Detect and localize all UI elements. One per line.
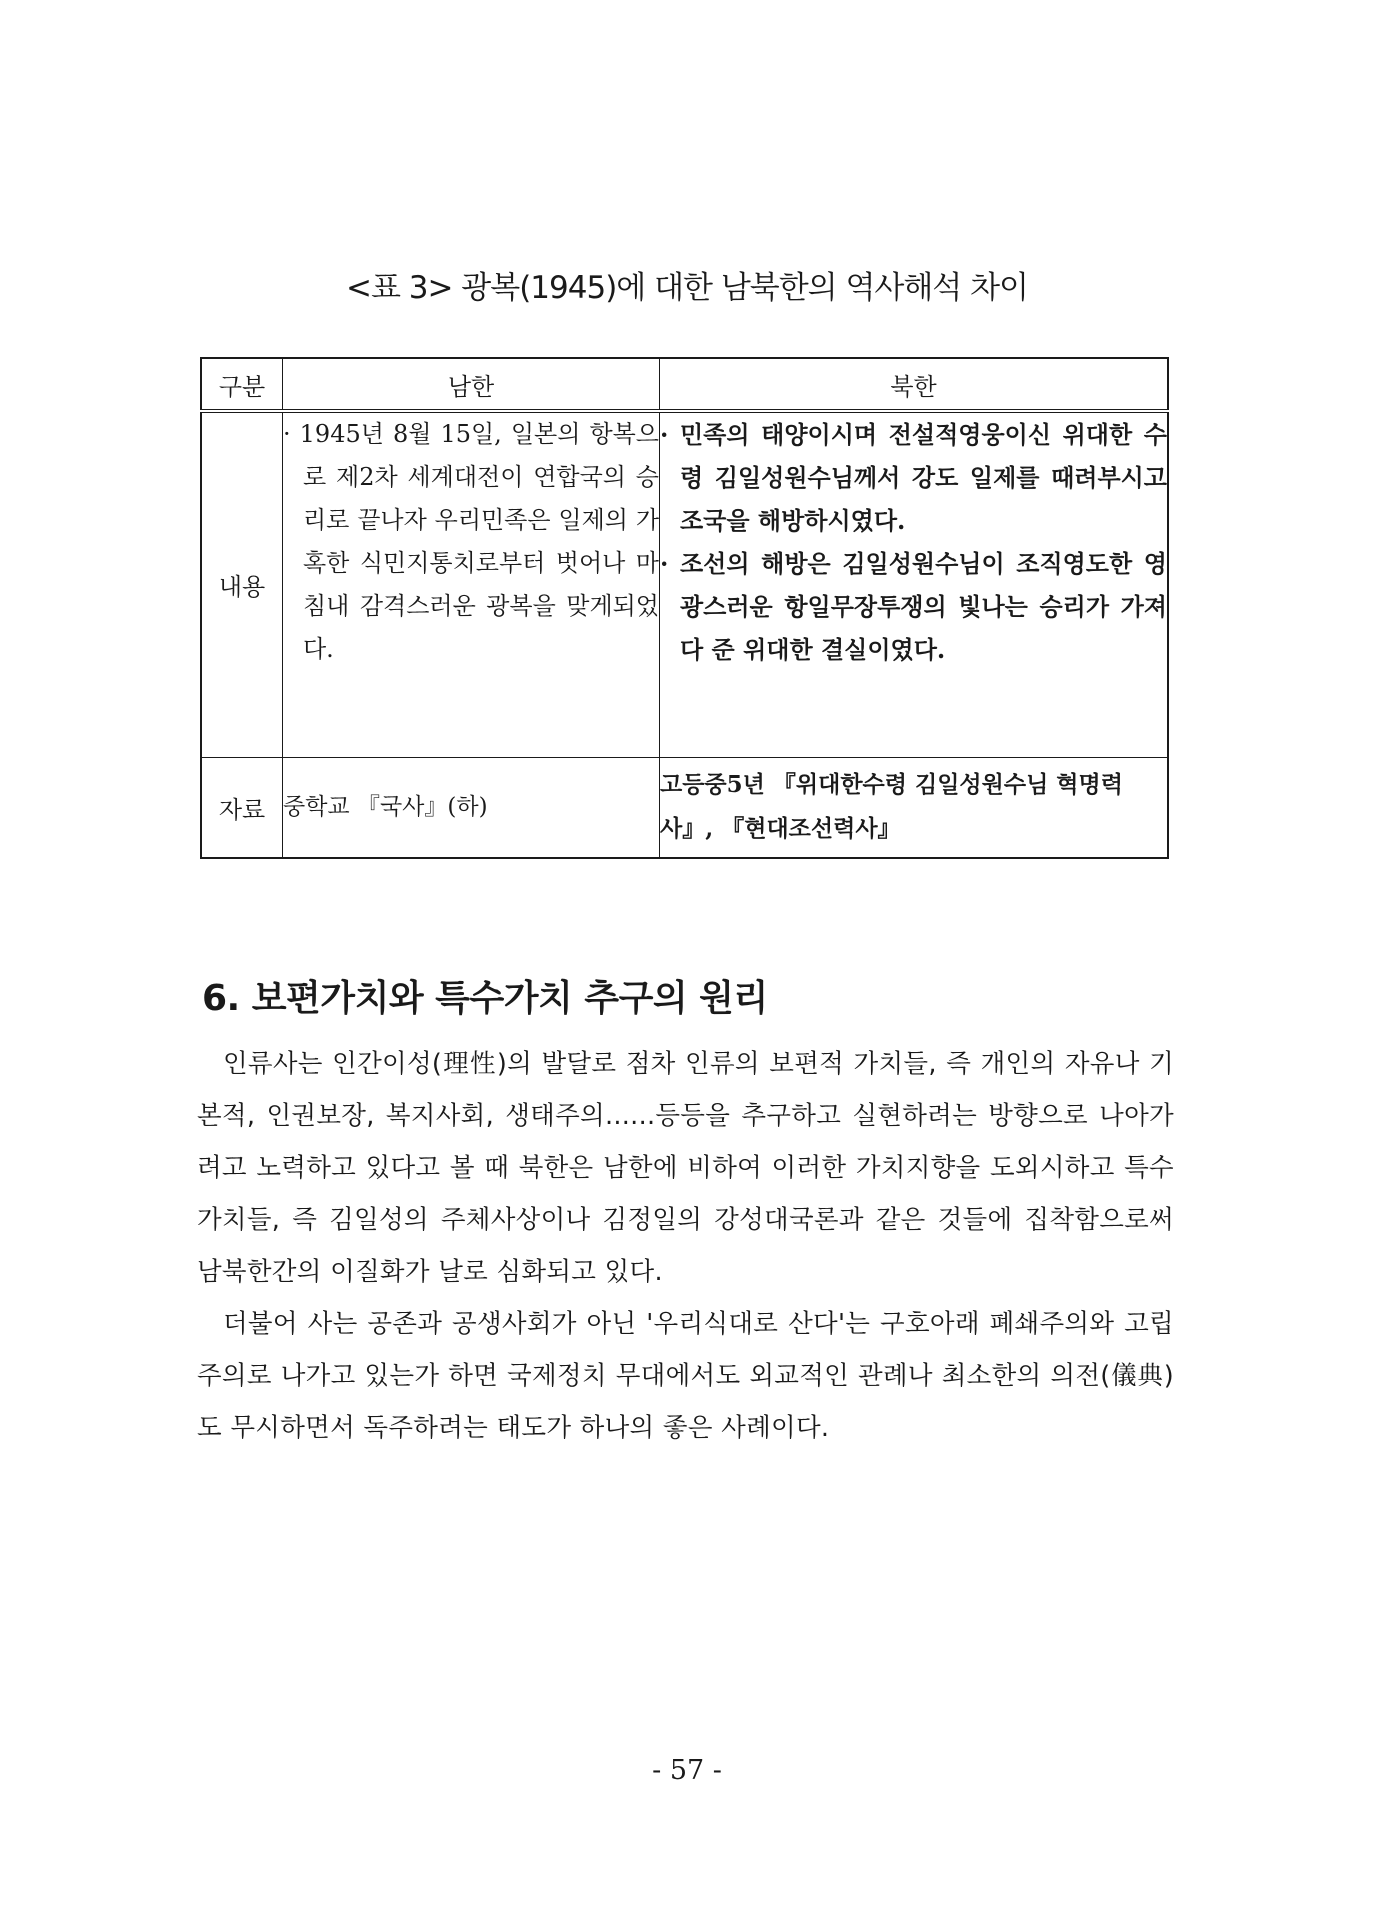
section-body	[197, 1038, 1174, 1454]
header-south: 남한	[283, 358, 660, 411]
south-source-cell: 중학교 『국사』(하)	[283, 757, 660, 858]
south-content-cell	[283, 411, 660, 757]
table-caption: <표 3> 광복(1945)에 대한 남북한의 역사해석 차이	[345, 270, 1028, 306]
source-label: 자료	[201, 757, 283, 858]
north-content-item: · 민족의 태양이시며 전설적영웅이신 위대한 수령 김일성원수님께서 강도 일제를 때려부시고 조국을 해방하시였다.	[660, 420, 1167, 535]
table-header-row	[201, 358, 1168, 411]
source-row	[201, 757, 1168, 858]
south-content-item: · 1945년 8월 15일, 일본의 항복으로 제2차 세계대전이 연합국의 승리로 끝나자 우리민족은 일제의 가혹한 식민지통치로부터 벗어나 마침내 감격스러운 광복을 맞게되었다.	[283, 420, 659, 663]
north-content-cell	[660, 411, 1169, 757]
comparison-table	[200, 357, 1169, 859]
page-number: - 57 -	[652, 1755, 722, 1786]
section-heading: 6. 보편가치와 특수가치 추구의 원리	[202, 978, 768, 1019]
body-paragraph: 더불어 사는 공존과 공생사회가 아닌 '우리식대로 산다'는 구호아래 폐쇄주의와 고립주의로 나가고 있는가 하면 국제정치 무대에서도 외교적인 관례나 최소한의 의전(儀典)도 무시하면서 독주하려는 태도가 하나의 좋은 사례이다.	[197, 1309, 1174, 1443]
header-north: 북한	[660, 358, 1169, 411]
body-paragraph: 인류사는 인간이성(理性)의 발달로 점차 인류의 보편적 가치들, 즉 개인의 자유나 기본적, 인권보장, 복지사회, 생태주의......등등을 추구하고 실현하려는 방향으로 나아가려고 노력하고 있다고 볼 때 북한은 남한에 비하여 이러한 가치지향을 도외시하고 특수가치들, 즉 김일성의 주체사상이나 김정일의 강성대국론과 같은 것들에 집착함으로써 남북한간의 이질화가 날로 심화되고 있다.	[197, 1049, 1174, 1287]
content-label: 내용	[201, 411, 283, 757]
content-row	[201, 411, 1168, 757]
header-category: 구분	[201, 358, 283, 411]
north-content-item: · 조선의 해방은 김일성원수님이 조직영도한 영광스러운 항일무장투쟁의 빛나는 승리가 가져다 준 위대한 결실이였다.	[660, 549, 1167, 664]
north-source-cell: 고등중5년 『위대한수령 김일성원수님 혁명력사』, 『현대조선력사』	[660, 757, 1169, 858]
